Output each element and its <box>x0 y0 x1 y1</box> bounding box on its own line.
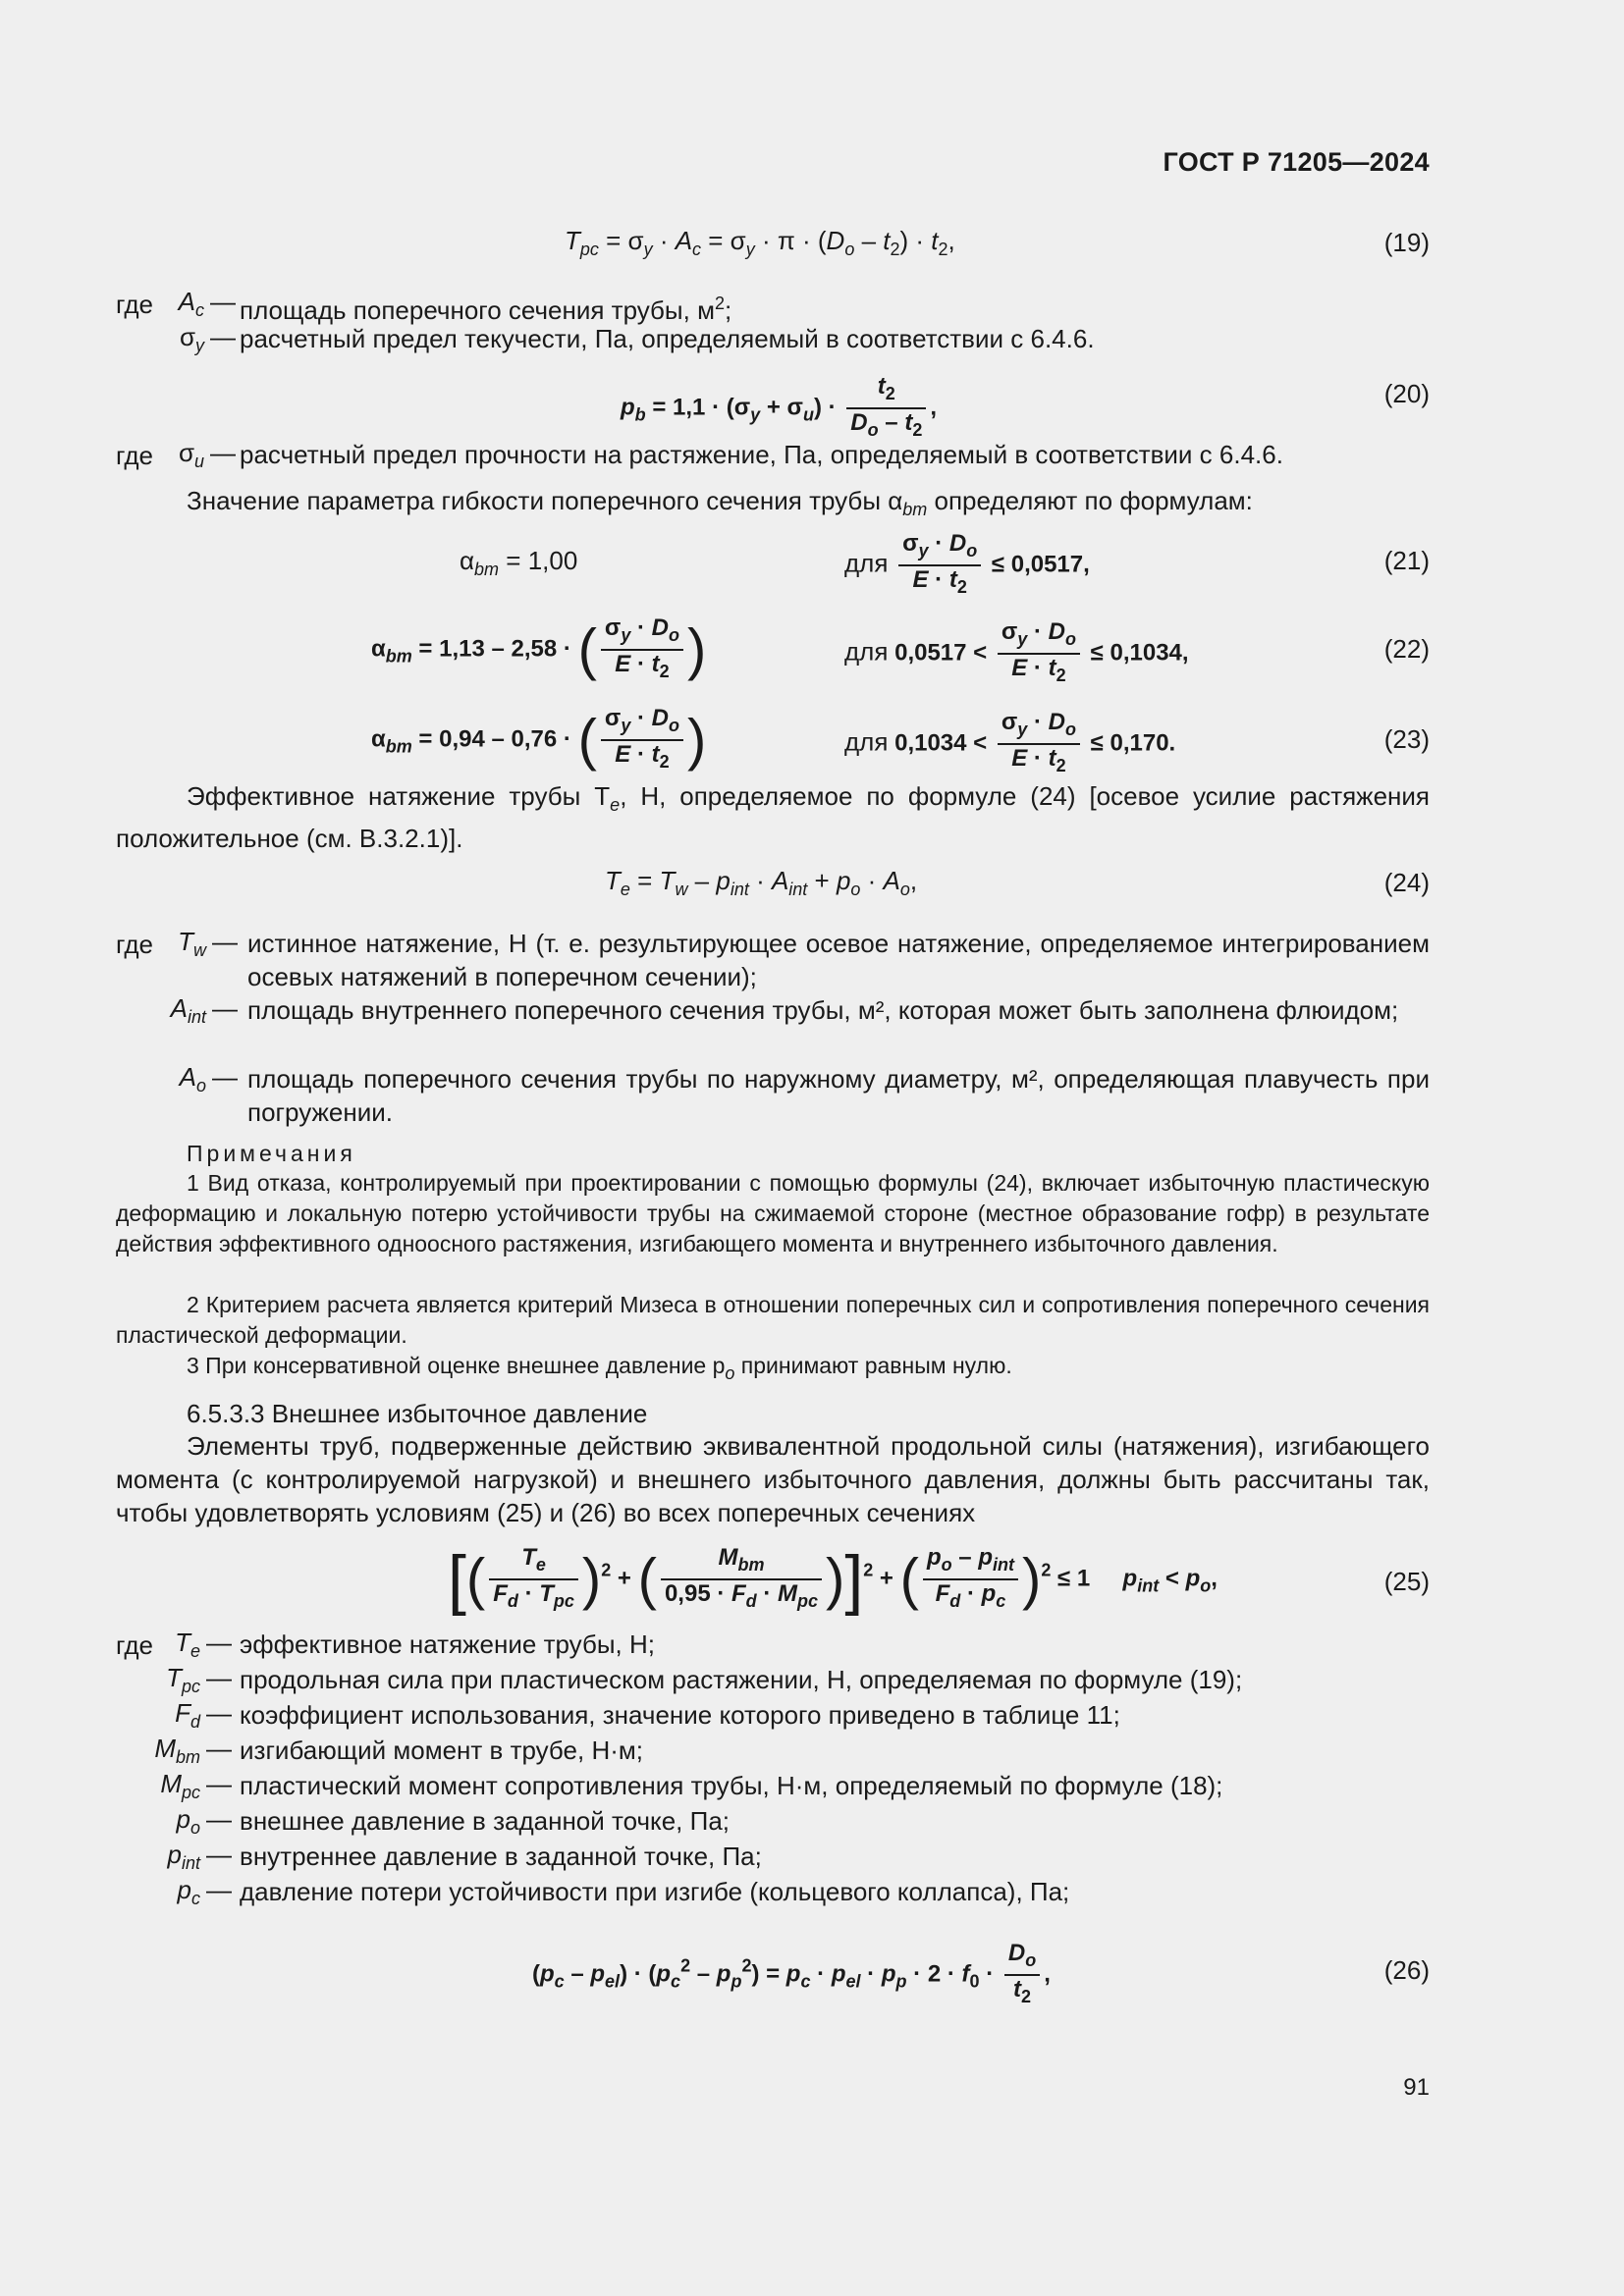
where-label: где <box>116 290 153 319</box>
dash: — <box>206 1840 232 1869</box>
page-number: 91 <box>1403 2074 1430 2101</box>
note-3: 3 При консервативной оценке внешнее давление $p_o$ принимают равным нулю. <box>187 1353 1012 1383</box>
dash: — <box>212 993 238 1023</box>
formula-21-left: $\alpha_{bm} = 1,00$ <box>460 546 578 579</box>
desc-Te: эффективное натяжение трубы, Н; <box>240 1629 655 1659</box>
formula-23-cond: для 0,1034 < $\frac{\sigma_y \cdot D_o}{E \cdot t_2}$ ≤ 0,170. <box>844 709 1176 775</box>
te-intro-paragraph: Эффективное натяжение трубы $T_e$, Н, определяемое по формуле (24) [осевое усилие растяжения положительное (см. В.3.2.1)]. <box>116 781 1430 853</box>
dash: — <box>206 1769 232 1798</box>
desc-Tw: истинное натяжение, Н (т. е. результирующее осевое натяжение, определяемое интегрированием осевых натяжений в поперечном сечении); <box>247 929 1430 991</box>
desc-Fd: коэффициент использования, значение которого приведено в таблице 11; <box>240 1700 1120 1730</box>
symbol-Mpc: $M_{pc}$ <box>160 1769 200 1802</box>
dash: — <box>210 438 236 467</box>
desc-Ao: площадь поперечного сечения трубы по наружному диаметру, м², определяющая плавучесть при погружении. <box>247 1064 1430 1127</box>
eq-number-26: (26) <box>1383 1955 1430 1985</box>
desc-Tpc: продольная сила при пластическом растяжении, Н, определяемая по формуле (19); <box>240 1665 1243 1694</box>
desc-Mpc: пластический момент сопротивления трубы, Н·м, определяемый по формуле (18); <box>240 1771 1223 1800</box>
note-2: 2 Критерием расчета является критерий Мизеса в отношении поперечных сил и сопротивления поперечного сечения пластической деформации. <box>116 1292 1430 1348</box>
desc-pc: давление потери устойчивости при изгибе (кольцевого коллапса), Па; <box>240 1877 1070 1906</box>
symbol-Ao: $A_o$ <box>179 1062 206 1095</box>
desc-sigma-y: расчетный предел текучести, Па, определяемый в соответствии с 6.4.6. <box>240 324 1095 353</box>
symbol-po: $p_o$ <box>176 1804 200 1838</box>
formula-21-cond: для $\frac{\sigma_y \cdot D_o}{E \cdot t_2}$ ≤ 0,0517, <box>844 530 1090 597</box>
notes-title: Примечания <box>187 1141 356 1166</box>
formula-24: $T_e = T_w - p_{int} \cdot A_{int} + p_o \cdot A_o$, <box>605 866 918 899</box>
eq-number-19: (19) <box>1383 228 1430 257</box>
symbol-Aint: $A_{int}$ <box>170 993 206 1027</box>
eq-number-20: (20) <box>1383 379 1430 408</box>
section-heading: 6.5.3.3 Внешнее избыточное давление <box>187 1399 648 1428</box>
alpha-intro: Значение параметра гибкости поперечного сечения трубы $\alpha_{bm}$ определяют по формулам: <box>187 486 1253 519</box>
formula-23-left: $\alpha_{bm} = 0,94 - 0,76$ · ( $\frac{\sigma_y \cdot D_o}{E \cdot t_2}$ ) <box>371 705 707 773</box>
formula-22-cond: для 0,0517 < $\frac{\sigma_y \cdot D_o}{E \cdot t_2}$ ≤ 0,1034, <box>844 618 1189 685</box>
symbol-Mbm: $M_{bm}$ <box>154 1734 200 1767</box>
desc-sigma-u: расчетный предел прочности на растяжение, Па, определяемый в соответствии с 6.4.6. <box>240 440 1283 469</box>
eq-number-25: (25) <box>1383 1567 1430 1596</box>
where-label: где <box>116 441 153 470</box>
eq-number-21: (21) <box>1383 546 1430 575</box>
formula-25: [( $\frac{T_e}{F_d \cdot T_{pc}}$ )$^2$ + ( $\frac{M_{bm}}{0,95 \cdot F_d \cdot M_{pc}}$ )]$^2$ + ( $\frac{p_o - p_{int}}{F_d \cdot p_c}$ )$^2$ ≤ 1 $p_{int} < p_o$, <box>448 1542 1218 1617</box>
symbol-pint: $p_{int}$ <box>167 1840 200 1873</box>
section-paragraph: Элементы труб, подверженные действию эквивалентной продольной силы (натяжения), изгибающего момента (с контролируемой нагрузкой) и внешнего избыточного давления, должны быть рассчитаны так, чтобы удовлетворять условиям (25) и (26) во всех поперечных сечениях <box>116 1431 1430 1527</box>
dash: — <box>206 1663 232 1692</box>
dash: — <box>212 1062 238 1092</box>
eq-number-22: (22) <box>1383 634 1430 664</box>
desc-pint: внутреннее давление в заданной точке, Па; <box>240 1842 762 1871</box>
symbol-Fd: $F_d$ <box>175 1698 200 1732</box>
desc-Aint: площадь внутреннего поперечного сечения трубы, м², которая может быть заполнена флюидом; <box>247 995 1399 1025</box>
symbol-pc: $p_c$ <box>177 1875 200 1908</box>
symbol-Tpc: $T_{pc}$ <box>166 1663 200 1696</box>
eq-number-24: (24) <box>1383 868 1430 897</box>
symbol-Tw: $T_w$ <box>178 927 206 960</box>
symbol-sigma-y: $\sigma_y$ <box>179 322 204 355</box>
formula-19: $T_{pc} = \sigma_y \cdot A_c = \sigma_y \cdot \pi \cdot (D_o - t_2) \cdot t_2$, <box>565 226 955 259</box>
formula-20: $p_b = 1,1 \cdot (\sigma_y + \sigma_u)$ · $\frac{t_2}{D_o - t_2}$ , <box>621 373 937 440</box>
formula-22-left: $\alpha_{bm} = 1,13 - 2,58$ · ( $\frac{\sigma_y \cdot D_o}{E \cdot t_2}$ ) <box>371 614 707 682</box>
symbol-sigma-u: $\sigma_u$ <box>178 438 204 471</box>
dash: — <box>210 322 236 351</box>
desc-po: внешнее давление в заданной точке, Па; <box>240 1806 731 1836</box>
dash: — <box>206 1698 232 1728</box>
desc-Ac: площадь поперечного сечения трубы, $м^2$; <box>240 294 732 325</box>
formula-26: $(p_c - p_{el}) \cdot (p_c^2 - p_p^2) = p_c \cdot p_{el} \cdot p_p \cdot 2 \cdot f_0$ · $\frac{D_o}{t_2}$ , <box>532 1940 1051 2006</box>
desc-Mbm: изгибающий момент в трубе, Н·м; <box>240 1735 643 1765</box>
dash: — <box>210 287 236 316</box>
symbol-Te: $T_e$ <box>175 1628 200 1661</box>
dash: — <box>206 1734 232 1763</box>
where-label: где <box>116 1630 153 1660</box>
document-header: ГОСТ Р 71205—2024 <box>1163 147 1430 177</box>
eq-number-23: (23) <box>1383 724 1430 754</box>
note-1: 1 Вид отказа, контролируемый при проектировании с помощью формулы (24), включает избыточную пластическую деформацию и локальную потерю устойчивости трубы на сжимаемой стороне (местное образование гофр) в результате действия эффективного одноосного растяжения, изгибающего момента и внутреннего избыточного давления. <box>116 1170 1430 1256</box>
dash: — <box>206 1628 232 1657</box>
dash: — <box>206 1804 232 1834</box>
dash: — <box>212 927 238 956</box>
symbol-Ac: $A_c$ <box>178 287 204 320</box>
where-label: где <box>116 930 153 959</box>
dash: — <box>206 1875 232 1904</box>
